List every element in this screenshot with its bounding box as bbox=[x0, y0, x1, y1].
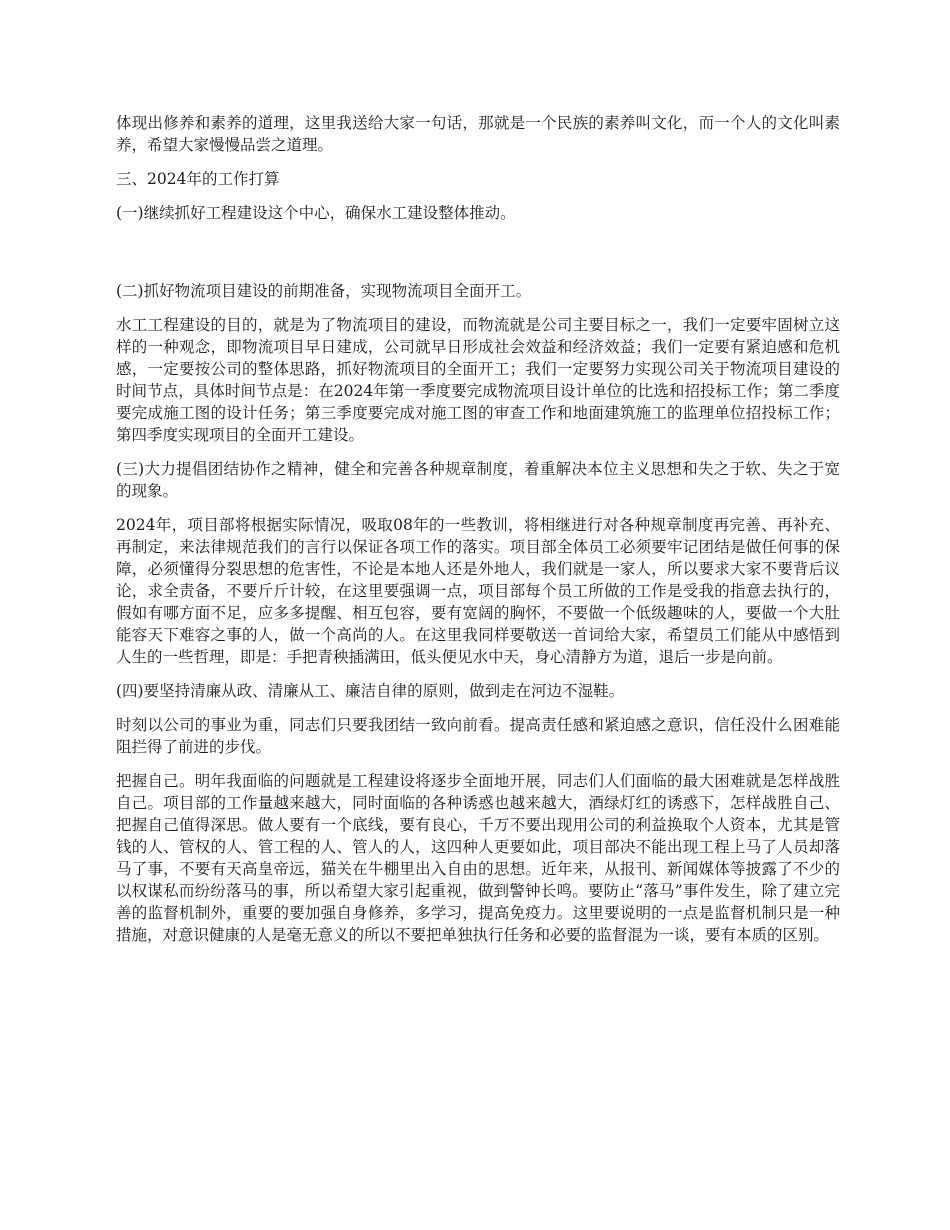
subheading-item-2: (二)抓好物流项目建设的前期准备，实现物流项目全面开工。 bbox=[116, 282, 532, 300]
section-heading-work-plan: 三、2024年的工作打算 bbox=[116, 170, 280, 188]
paragraph-logistics-project: 水工工程建设的目的，就是为了物流项目的建设，而物流就是公司主要目标之一，我们一定要牢固树立这样的一种观念，即物流项目早日建成，公司就早日形成社会效益和经济效益；我们一定要有紧迫感和危机感，一定要按公司的整体思路，抓好物流项目的全面开工；我们一定要努力实现公司关于物流项目建设的时间节点，具体时间节点是：在2024年第一季度要完成物流项目设计单位的比选和招投标工作；第二季度要完成施工图的设计任务；第三季度要完成对施工图的审查工作和地面建筑施工的监理单位招投标工作；第四季度实现项目的全面开工建设。 bbox=[116, 316, 840, 444]
subheading-item-4: (四)要坚持清廉从政、清廉从工、廉洁自律的原则，做到走在河边不湿鞋。 bbox=[116, 682, 625, 700]
subheading-item-1: (一)继续抓好工程建设这个中心，确保水工建设整体推动。 bbox=[116, 204, 516, 222]
paragraph-intro-closing: 体现出修养和素养的道理，这里我送给大家一句话，那就是一个民族的素养叫文化，而一个人的文化叫素养，希望大家慢慢品尝之道理。 bbox=[116, 114, 840, 154]
subheading-item-3: (三)大力提倡团结协作之精神，健全和完善各种规章制度，着重解决本位主义思想和失之于软、失之于宽的现象。 bbox=[116, 460, 840, 500]
paragraph-self-control: 把握自己。明年我面临的问题就是工程建设将逐步全面地开展，同志们人们面临的最大困难就是怎样战胜自己。项目部的工作量越来越大，同时面临的各种诱惑也越来越大，酒绿灯红的诱惑下，怎样战胜自己、把握自己值得深思。做人要有一个底线，要有良心，千万不要出现用公司的利益换取个人资本，尤其是管钱的人、管权的人、管工程的人、管人的人，这四种人更要如此，项目部决不能出现工程上马了人员却落马了事，不要有天高皇帝远，猫关在牛棚里出入自由的思想。近年来，从报刊、新闻媒体等披露了不少的以权谋私而纷纷落马的事，所以希望大家引起重视，做到警钟长鸣。要防止“落马”事件发生，除了建立完善的监督机制外，重要的要加强自身修养，多学习，提高免疫力。这里要说明的一点是监督机制只是一种措施，对意识健康的人是毫无意义的所以不要把单独执行任务和必要的监督混为一谈，要有本质的区别。 bbox=[116, 772, 840, 944]
document-body bbox=[116, 112, 840, 958]
paragraph-regulations-unity: 2024年，项目部将根据实际情况，吸取08年的一些教训，将相继进行对各种规章制度再完善、再补充、再制定，来法律规范我们的言行以保证各项工作的落实。项目部全体员工必须要牢记团结是做任何事的保障，必须懂得分裂思想的危害性，不论是本地人还是外地人，我们就是一家人，所以要求大家不要背后议论，求全责备，不要斤斤计较，在这里要强调一点，项目部每个员工所做的工作是受我的指意去执行的，假如有哪方面不足，应多多提醒、相互包容，要有宽阔的胸怀，不要做一个低级趣味的人，要做一个大肚能容天下难容之事的人，做一个高尚的人。在这里我同样要敬送一首词给大家，希望员工们能从中感悟到人生的一些哲理，即是：手把青秧插满田，低头便见水中天，身心清静方为道，退后一步是向前。 bbox=[116, 516, 840, 666]
paragraph-company-career: 时刻以公司的事业为重，同志们只要我团结一致向前看。提高责任感和紧迫感之意识，信任没什么困难能阻拦得了前进的步伐。 bbox=[116, 716, 840, 756]
